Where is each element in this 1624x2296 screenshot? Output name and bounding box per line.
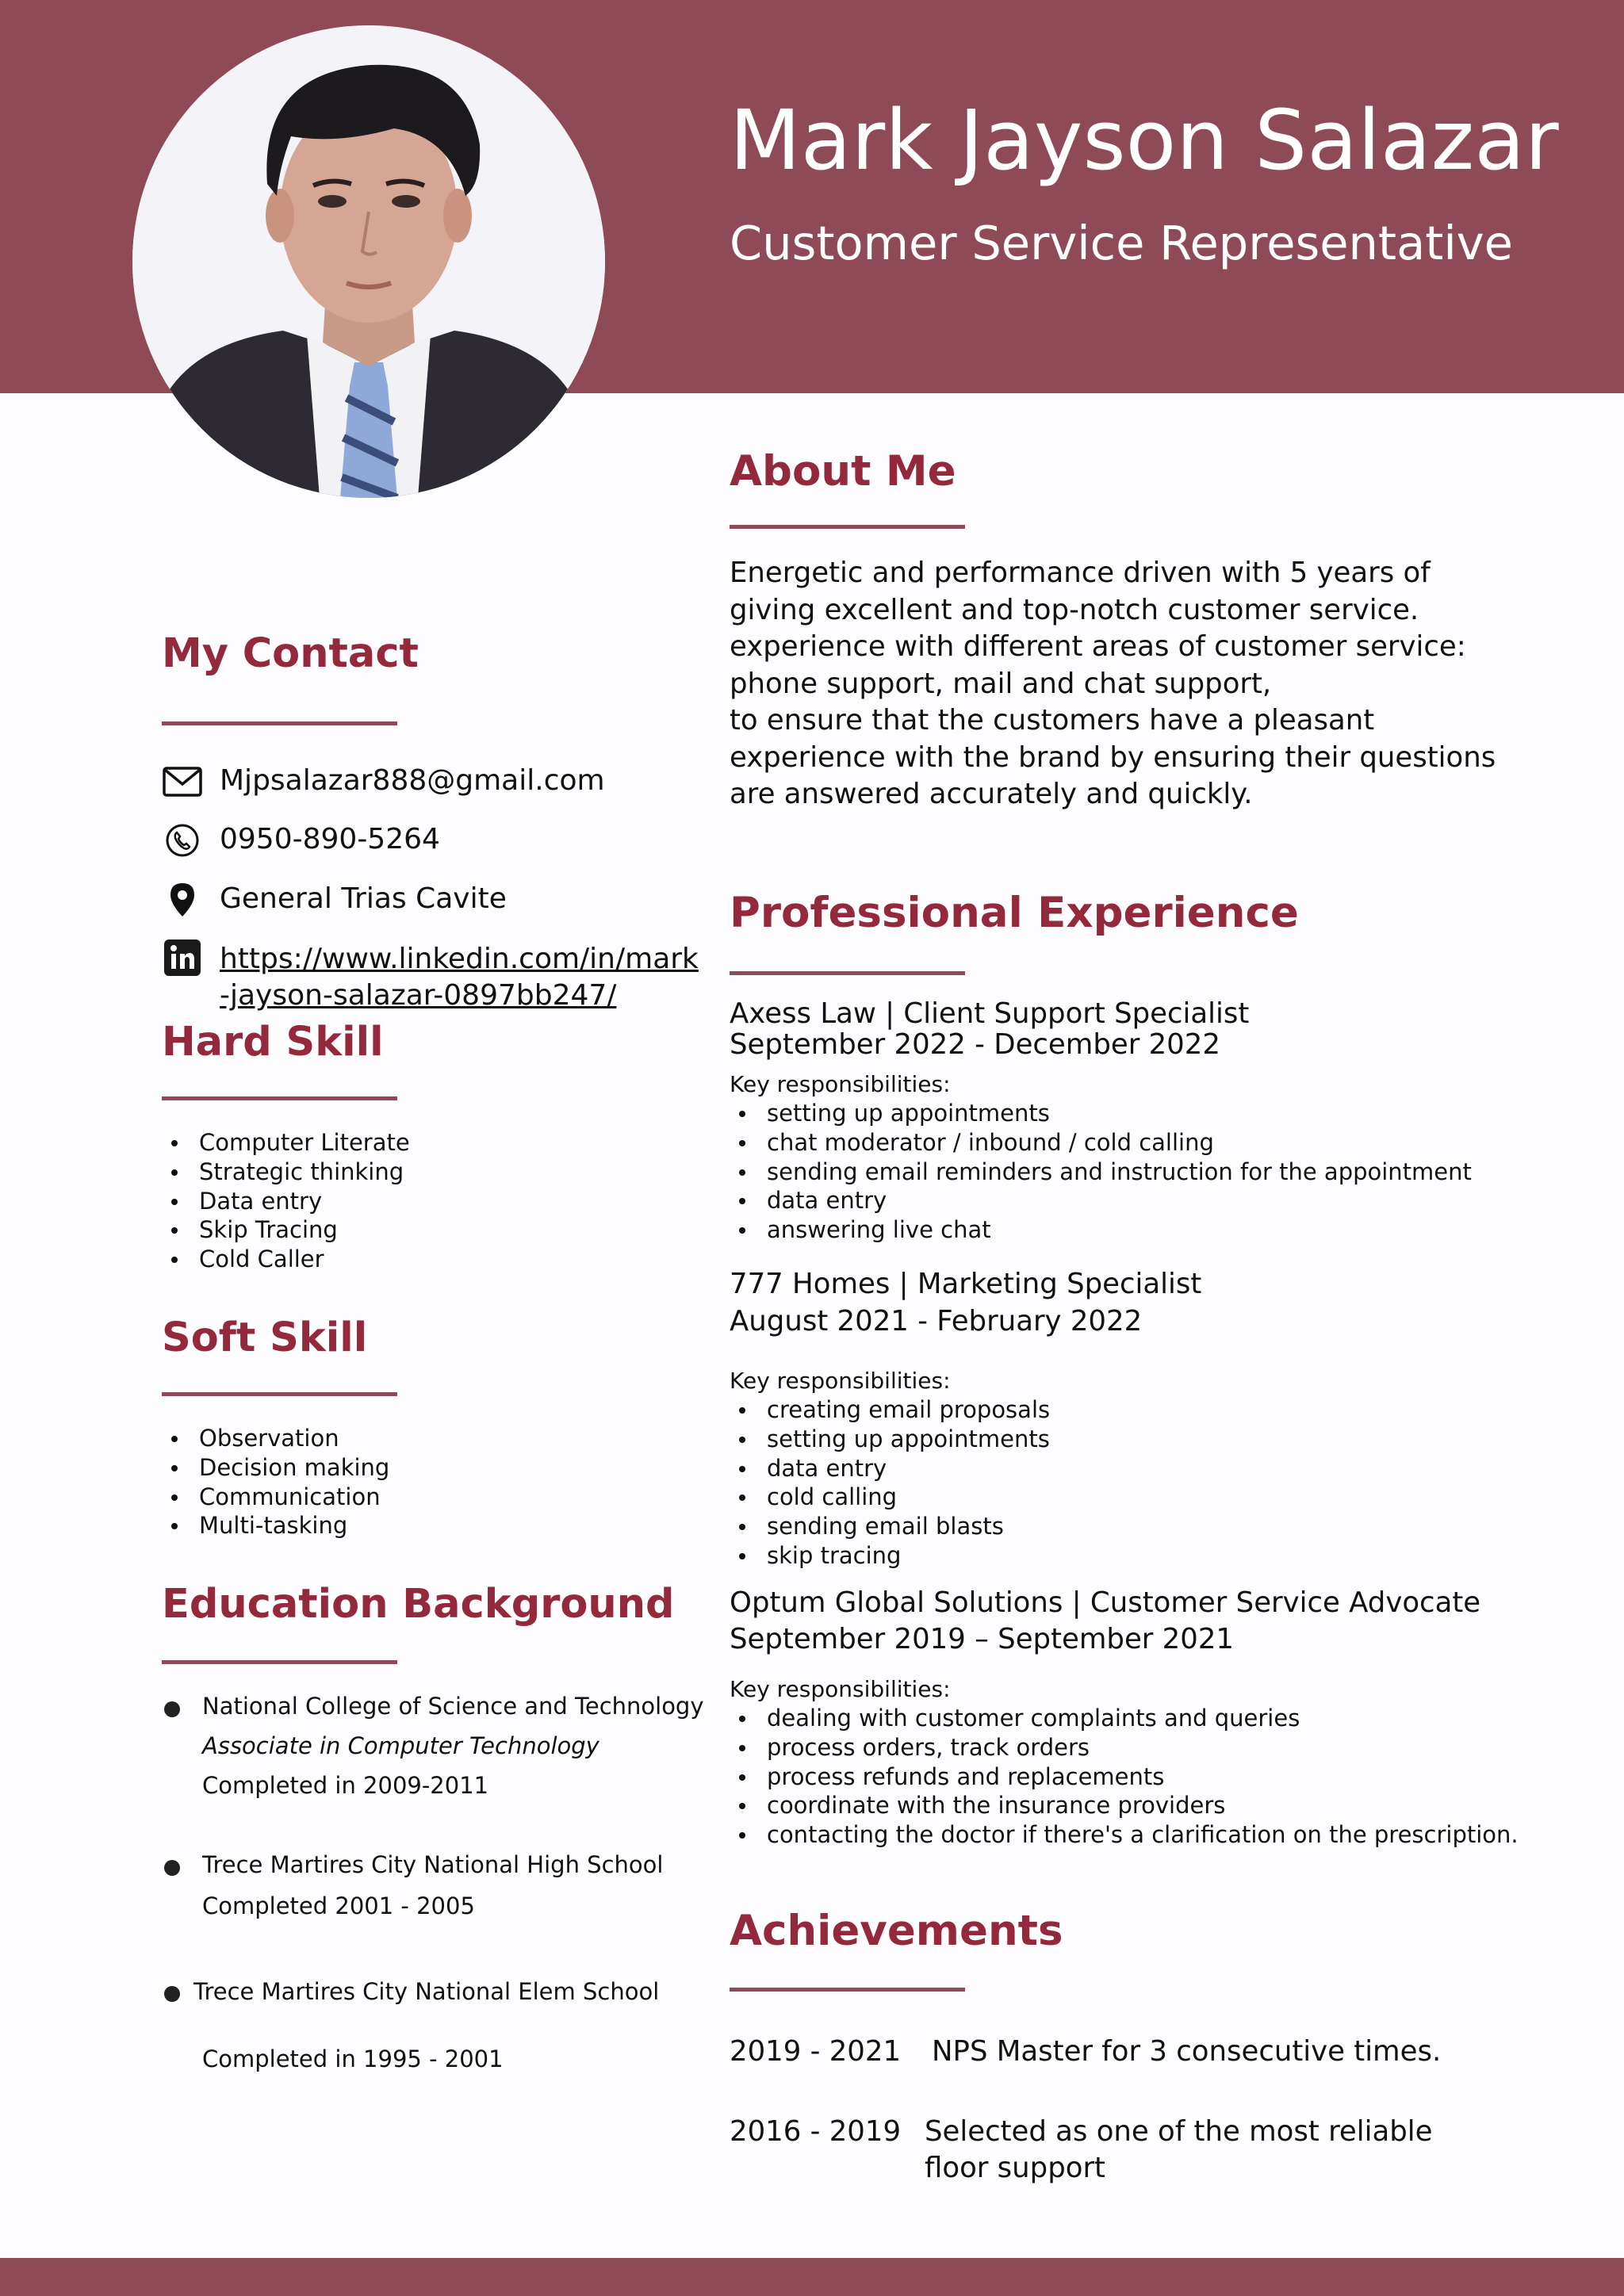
job-title-3: Optum Global Solutions | Customer Service Advocate bbox=[730, 1586, 1481, 1619]
job-responsibilities-3 bbox=[730, 1704, 1519, 1850]
list-item: coordinate with the insurance providers bbox=[730, 1791, 1519, 1820]
about-line: experience with different areas of customer service: bbox=[730, 630, 1466, 663]
experience-title: Professional Experience bbox=[730, 889, 1299, 937]
list-item: contacting the doctor if there's a clarification on the prescription. bbox=[730, 1820, 1519, 1850]
education-school-2: Trece Martires City National High School bbox=[202, 1851, 664, 1878]
education-rule bbox=[162, 1660, 397, 1664]
candidate-name: Mark Jayson Salazar bbox=[730, 92, 1559, 189]
job-title-2: 777 Homes | Marketing Specialist bbox=[730, 1268, 1202, 1300]
job-period-1: September 2022 - December 2022 bbox=[730, 1028, 1220, 1061]
contact-linkedin[interactable] bbox=[220, 941, 699, 1014]
about-line: experience with the brand by ensuring their questions bbox=[730, 740, 1496, 774]
contact-phone-row bbox=[162, 817, 203, 864]
achievements-rule bbox=[730, 1988, 965, 1992]
list-item: Decision making bbox=[162, 1453, 389, 1483]
contact-email[interactable]: Mjpsalazar888@gmail.com bbox=[220, 764, 605, 797]
job-label-1: Key responsibilities: bbox=[730, 1071, 951, 1097]
list-item: setting up appointments bbox=[730, 1099, 1472, 1128]
hard-skill-list bbox=[162, 1128, 410, 1274]
education-title: Education Background bbox=[162, 1581, 675, 1628]
list-item: setting up appointments bbox=[730, 1425, 1050, 1454]
education-school-3: Trece Martires City National Elem School bbox=[193, 1978, 660, 2005]
linkedin-link-line1[interactable]: https://www.linkedin.com/in/mark bbox=[220, 943, 699, 975]
education-bullet bbox=[164, 1986, 180, 2002]
hard-skill-rule bbox=[162, 1096, 397, 1100]
profile-photo bbox=[132, 25, 605, 498]
list-item: Computer Literate bbox=[162, 1128, 410, 1158]
list-item: Cold Caller bbox=[162, 1245, 410, 1274]
about-rule bbox=[730, 525, 965, 529]
list-item: Skip Tracing bbox=[162, 1215, 410, 1245]
profile-photo-illustration bbox=[132, 25, 605, 498]
footer-band bbox=[0, 2258, 1624, 2296]
education-bullet bbox=[164, 1860, 180, 1876]
contact-rule bbox=[162, 721, 397, 725]
contact-linkedin-row bbox=[162, 934, 203, 982]
location-pin-icon bbox=[162, 879, 203, 920]
linkedin-icon[interactable] bbox=[162, 937, 203, 978]
achievement-text-line: floor support bbox=[925, 2152, 1105, 2184]
list-item: Communication bbox=[162, 1483, 389, 1512]
list-item: answering live chat bbox=[730, 1215, 1472, 1245]
list-item: skip tracing bbox=[730, 1541, 1050, 1571]
about-line: Energetic and performance driven with 5 years of bbox=[730, 557, 1431, 589]
about-text bbox=[730, 555, 1522, 813]
achievement-text-2 bbox=[925, 2114, 1432, 2187]
about-line: to ensure that the customers have a pleasant bbox=[730, 704, 1375, 737]
candidate-role: Customer Service Representative bbox=[730, 216, 1513, 270]
soft-skill-rule bbox=[162, 1392, 397, 1396]
education-period-1: Completed in 2009-2011 bbox=[202, 1772, 489, 1799]
education-period-3: Completed in 1995 - 2001 bbox=[202, 2045, 504, 2072]
about-line: phone support, mail and chat support, bbox=[730, 667, 1272, 700]
education-bullet bbox=[164, 1701, 180, 1717]
list-item: process refunds and replacements bbox=[730, 1762, 1519, 1792]
job-label-3: Key responsibilities: bbox=[730, 1676, 951, 1702]
job-title-1: Axess Law | Client Support Specialist bbox=[730, 997, 1250, 1030]
achievement-text-line: Selected as one of the most reliable bbox=[925, 2115, 1433, 2148]
list-item: Multi-tasking bbox=[162, 1511, 389, 1540]
education-period-2: Completed 2001 - 2005 bbox=[202, 1892, 475, 1919]
hard-skill-title: Hard Skill bbox=[162, 1019, 384, 1066]
linkedin-link-line2[interactable]: -jayson-salazar-0897bb247/ bbox=[220, 979, 617, 1012]
job-responsibilities-1 bbox=[730, 1099, 1472, 1245]
achievement-years-1: 2019 - 2021 bbox=[730, 2035, 902, 2068]
job-period-3: September 2019 – September 2021 bbox=[730, 1623, 1235, 1655]
list-item: Observation bbox=[162, 1424, 389, 1453]
list-item: data entry bbox=[730, 1186, 1472, 1215]
mail-icon bbox=[162, 761, 203, 802]
about-title: About Me bbox=[730, 447, 956, 496]
about-line: giving excellent and top-notch customer service. bbox=[730, 593, 1419, 626]
about-line: are answered accurately and quickly. bbox=[730, 778, 1253, 810]
soft-skill-list bbox=[162, 1424, 389, 1540]
achievement-text-1: NPS Master for 3 consecutive times. bbox=[932, 2035, 1442, 2068]
list-item: sending email reminders and instruction for the appointment bbox=[730, 1158, 1472, 1187]
education-school-1: National College of Science and Technology bbox=[202, 1693, 704, 1720]
achievement-years-2: 2016 - 2019 bbox=[730, 2115, 902, 2148]
list-item: dealing with customer complaints and queries bbox=[730, 1704, 1519, 1733]
list-item: Data entry bbox=[162, 1187, 410, 1216]
list-item: creating email proposals bbox=[730, 1395, 1050, 1425]
experience-rule bbox=[730, 971, 965, 975]
contact-location: General Trias Cavite bbox=[220, 882, 507, 915]
soft-skill-title: Soft Skill bbox=[162, 1314, 368, 1361]
list-item: chat moderator / inbound / cold calling bbox=[730, 1128, 1472, 1158]
job-period-2: August 2021 - February 2022 bbox=[730, 1305, 1143, 1337]
list-item: Strategic thinking bbox=[162, 1158, 410, 1187]
list-item: sending email blasts bbox=[730, 1512, 1050, 1541]
education-degree-1: Associate in Computer Technology bbox=[202, 1732, 599, 1759]
phone-icon bbox=[162, 820, 203, 861]
list-item: process orders, track orders bbox=[730, 1733, 1519, 1762]
list-item: data entry bbox=[730, 1454, 1050, 1483]
job-label-2: Key responsibilities: bbox=[730, 1368, 951, 1394]
list-item: cold calling bbox=[730, 1483, 1050, 1512]
contact-location-row bbox=[162, 876, 203, 924]
achievements-title: Achievements bbox=[730, 1907, 1063, 1955]
contact-email-row bbox=[162, 758, 203, 806]
job-responsibilities-2 bbox=[730, 1395, 1050, 1571]
contact-title: My Contact bbox=[162, 630, 419, 677]
contact-phone[interactable]: 0950-890-5264 bbox=[220, 823, 440, 855]
